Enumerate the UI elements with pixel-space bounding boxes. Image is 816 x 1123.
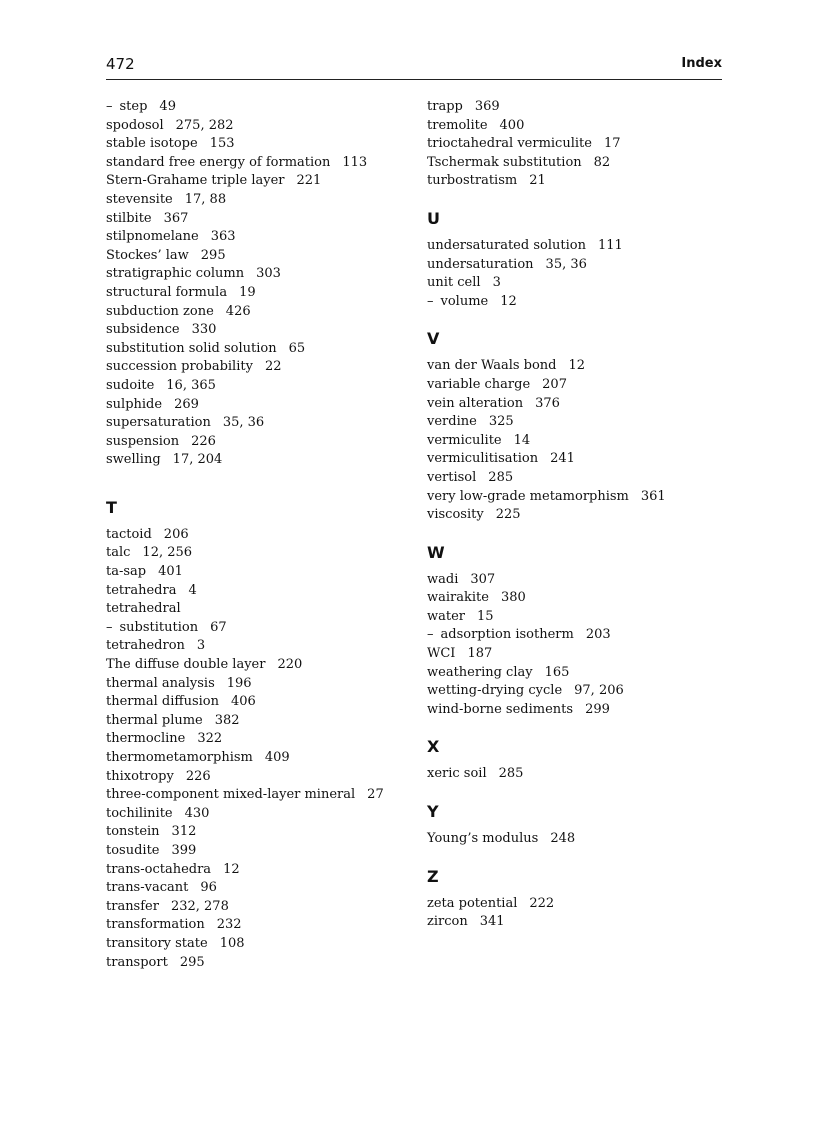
index-term: tosudite xyxy=(106,842,160,858)
index-term: stevensite xyxy=(106,191,173,207)
index-pages: 19 xyxy=(239,284,256,300)
index-pages: 35, 36 xyxy=(545,256,587,272)
index-pages: 21 xyxy=(529,173,546,189)
index-entry xyxy=(106,135,406,154)
index-term: step xyxy=(119,99,148,114)
index-term: sudoite xyxy=(106,377,155,393)
index-term: Stockes’ law xyxy=(106,247,189,263)
index-entry xyxy=(427,469,723,488)
index-entry xyxy=(106,582,406,601)
index-entry xyxy=(106,823,406,842)
index-pages: 49 xyxy=(159,99,176,114)
index-pages: 367 xyxy=(163,210,189,226)
index-term: thermal diffusion xyxy=(106,694,219,710)
index-entry xyxy=(427,589,723,608)
index-term: undersaturation xyxy=(427,256,534,272)
index-term: swelling xyxy=(106,452,161,468)
index-pages: 275, 282 xyxy=(175,117,234,133)
index-term: The diffuse double layer xyxy=(106,657,266,673)
index-term: trans-octahedra xyxy=(106,861,212,877)
index-pages: 113 xyxy=(342,154,368,170)
index-term: talc xyxy=(106,545,131,561)
index-entry xyxy=(106,396,406,415)
index-term: wadi xyxy=(427,571,459,587)
index-term: zircon xyxy=(427,914,468,930)
index-term: tremolite xyxy=(427,117,488,133)
index-entry xyxy=(106,433,406,452)
index-entry xyxy=(106,340,406,359)
index-entry xyxy=(106,544,406,563)
index-entry xyxy=(106,451,406,470)
index-term: variable charge xyxy=(427,376,531,392)
index-entry xyxy=(106,358,406,377)
index-term: vein alteration xyxy=(427,395,524,411)
index-column-left xyxy=(106,98,406,972)
index-entry xyxy=(106,768,406,787)
index-entry xyxy=(427,274,723,293)
index-term: Young’s modulus xyxy=(427,831,539,847)
index-term: zeta potential xyxy=(427,895,518,911)
index-pages: 165 xyxy=(544,664,570,680)
index-pages: 96 xyxy=(200,880,217,896)
index-pages: 285 xyxy=(498,766,524,782)
index-term: three-component mixed-layer mineral xyxy=(106,787,356,803)
index-entry xyxy=(106,693,406,712)
index-term: thermal analysis xyxy=(106,675,215,691)
index-term: substitution solid solution xyxy=(106,340,277,356)
index-entry xyxy=(106,228,406,247)
index-term: Tschermak substitution xyxy=(427,154,582,170)
index-pages: 312 xyxy=(171,824,197,840)
index-term: suspension xyxy=(106,433,180,449)
index-entry xyxy=(427,913,723,932)
index-entry xyxy=(427,450,723,469)
index-entry xyxy=(106,172,406,191)
entry-group xyxy=(427,571,723,720)
index-entry xyxy=(106,414,406,433)
index-term: subsidence xyxy=(106,322,180,338)
index-pages: 248 xyxy=(550,831,576,847)
index-entry xyxy=(106,842,406,861)
index-entry xyxy=(106,861,406,880)
index-entry xyxy=(427,376,723,395)
index-pages: 65 xyxy=(288,340,306,356)
index-pages: 222 xyxy=(529,895,555,911)
index-pages: 232, 278 xyxy=(170,898,229,914)
index-pages: 400 xyxy=(499,117,525,133)
index-entry xyxy=(106,247,406,266)
index-term: adsorption isotherm xyxy=(440,627,574,643)
index-pages: 35, 36 xyxy=(222,415,265,431)
entry-group xyxy=(427,830,723,849)
index-term: turbostratism xyxy=(427,173,518,189)
index-pages: 12, 256 xyxy=(142,545,193,561)
index-subentry xyxy=(427,293,723,312)
index-term: tetrahedron xyxy=(106,638,185,654)
index-entry xyxy=(106,303,406,322)
section-letter-v: V xyxy=(427,329,440,349)
entry-group xyxy=(427,237,723,311)
index-pages: 221 xyxy=(296,173,322,189)
section-letter-y: Y xyxy=(427,802,439,822)
index-pages: 232 xyxy=(216,917,242,933)
section-letter-z: Z xyxy=(427,866,439,886)
entry-group xyxy=(427,765,723,784)
entry-group xyxy=(427,895,723,932)
index-entry xyxy=(427,432,723,451)
index-entry xyxy=(427,506,723,525)
index-term: subduction zone xyxy=(106,303,214,319)
index-pages: 27 xyxy=(367,787,384,803)
index-entry xyxy=(427,154,723,173)
index-term: viscosity xyxy=(427,507,484,523)
index-term: succession probability xyxy=(106,359,253,375)
index-term: water xyxy=(427,608,466,624)
index-term: ta-sap xyxy=(106,564,147,580)
index-pages: 426 xyxy=(225,303,251,319)
index-pages: 226 xyxy=(191,433,216,449)
index-entry xyxy=(427,608,723,627)
index-pages: 303 xyxy=(256,266,281,282)
index-term: trapp xyxy=(427,99,463,114)
index-entry xyxy=(427,117,723,136)
index-pages: 376 xyxy=(535,395,560,411)
index-term: sulphide xyxy=(106,396,163,412)
index-pages: 207 xyxy=(542,376,567,392)
index-entry xyxy=(106,898,406,917)
index-term: substitution xyxy=(119,619,199,635)
index-pages: 401 xyxy=(158,564,183,580)
index-pages: 111 xyxy=(597,237,623,253)
index-entry xyxy=(106,879,406,898)
index-entry xyxy=(106,954,406,973)
index-entry xyxy=(106,637,406,656)
index-pages: 399 xyxy=(171,842,197,858)
index-entry xyxy=(427,256,723,275)
index-pages: 225 xyxy=(495,507,521,523)
index-term: tactoid xyxy=(106,526,152,542)
index-term: transport xyxy=(106,954,168,970)
index-entry xyxy=(106,191,406,210)
index-entry xyxy=(106,377,406,396)
index-pages: 108 xyxy=(219,935,245,951)
index-term: stable isotope xyxy=(106,136,198,152)
index-entry xyxy=(427,172,723,191)
index-pages: 12 xyxy=(568,358,586,374)
index-term: vermiculite xyxy=(427,432,502,448)
index-pages: 369 xyxy=(474,99,500,114)
index-term: wind-borne sediments xyxy=(427,701,574,717)
index-entry xyxy=(427,701,723,720)
index-term: weathering clay xyxy=(427,664,533,680)
index-pages: 15 xyxy=(477,608,494,624)
running-header xyxy=(106,55,722,80)
index-entry xyxy=(106,526,406,545)
index-pages: 196 xyxy=(226,675,252,691)
index-entry xyxy=(427,645,723,664)
index-term: WCI xyxy=(427,646,456,662)
index-pages: 295 xyxy=(200,247,226,263)
index-entry xyxy=(106,786,406,805)
index-entry xyxy=(427,395,723,414)
index-term: tochilinite xyxy=(106,805,173,821)
index-pages: 22 xyxy=(264,359,282,375)
index-pages: 97, 206 xyxy=(574,683,624,699)
index-pages: 382 xyxy=(214,712,240,728)
index-term: stilbite xyxy=(106,210,152,226)
index-entry xyxy=(106,563,406,582)
index-pages: 409 xyxy=(264,750,290,765)
index-entry xyxy=(427,488,723,507)
section-letter-u: U xyxy=(427,208,440,228)
index-term: wairakite xyxy=(427,590,489,606)
section-letter-x: X xyxy=(427,737,440,757)
index-entry xyxy=(106,117,406,136)
entry-group xyxy=(427,357,723,524)
index-entry xyxy=(106,805,406,824)
index-entry xyxy=(106,675,406,694)
entry-group xyxy=(427,98,723,191)
index-pages: 17, 88 xyxy=(184,191,227,207)
index-term: thixotropy xyxy=(106,768,174,784)
index-term: Stern-Grahame triple layer xyxy=(106,173,285,189)
index-pages: 16, 365 xyxy=(166,377,216,393)
index-pages: 269 xyxy=(174,396,199,412)
index-pages: 12 xyxy=(223,861,240,877)
index-term: undersaturated solution xyxy=(427,237,586,253)
index-pages: 4 xyxy=(188,582,197,598)
index-pages: 241 xyxy=(550,451,575,467)
subentry-dash: – xyxy=(106,619,113,635)
index-entry xyxy=(106,712,406,731)
index-term: supersaturation xyxy=(106,415,211,431)
index-term: transformation xyxy=(106,917,205,933)
index-term: tetrahedra xyxy=(106,582,177,598)
index-entry xyxy=(106,321,406,340)
index-entry xyxy=(106,749,406,768)
index-pages: 325 xyxy=(488,414,514,430)
index-term: thermometamorphism xyxy=(106,750,253,765)
index-term: stratigraphic column xyxy=(106,266,245,282)
index-entry xyxy=(427,571,723,590)
index-term: volume xyxy=(440,293,489,309)
index-entry xyxy=(106,935,406,954)
index-entry xyxy=(427,682,723,701)
index-pages: 12 xyxy=(500,293,517,309)
index-entry xyxy=(427,664,723,683)
index-subentry xyxy=(106,98,406,117)
running-title: Index xyxy=(681,56,722,71)
index-term: standard free energy of formation xyxy=(106,154,331,170)
index-pages: 187 xyxy=(467,646,493,662)
index-term: wetting-drying cycle xyxy=(427,683,563,699)
index-pages: 295 xyxy=(179,954,205,970)
index-term: very low-grade metamorphism xyxy=(427,488,629,504)
index-entry xyxy=(106,265,406,284)
index-pages: 361 xyxy=(640,488,666,504)
section-letter-w: W xyxy=(427,542,445,562)
index-term: xeric soil xyxy=(427,766,487,782)
entry-group xyxy=(106,98,406,470)
index-entry xyxy=(106,916,406,935)
index-entry xyxy=(106,210,406,229)
subentry-dash: – xyxy=(427,293,434,309)
index-pages: 341 xyxy=(479,914,505,930)
index-term: van der Waals bond xyxy=(427,358,557,374)
index-term: thermocline xyxy=(106,731,186,747)
index-term: trioctahedral vermiculite xyxy=(427,136,592,152)
index-pages: 380 xyxy=(500,590,526,606)
index-pages: 17, 204 xyxy=(172,452,223,468)
index-entry xyxy=(106,600,406,619)
index-term: transfer xyxy=(106,898,159,914)
index-entry xyxy=(427,135,723,154)
index-pages: 363 xyxy=(210,229,236,245)
index-term: unit cell xyxy=(427,275,481,291)
index-pages: 307 xyxy=(470,571,496,587)
index-term: spodosol xyxy=(106,117,164,133)
index-pages: 299 xyxy=(585,701,610,717)
index-entry xyxy=(427,830,723,849)
index-subentry xyxy=(106,619,406,638)
index-pages: 17 xyxy=(603,136,621,152)
index-entry xyxy=(106,154,406,173)
index-term: vermiculitisation xyxy=(427,451,539,467)
index-pages: 406 xyxy=(231,694,256,710)
index-pages: 153 xyxy=(209,136,235,152)
index-pages: 203 xyxy=(585,627,611,643)
subentry-dash: – xyxy=(106,99,113,114)
index-term: tonstein xyxy=(106,824,160,840)
index-term: structural formula xyxy=(106,284,228,300)
index-term: vertisol xyxy=(427,469,477,485)
index-entry xyxy=(427,98,723,117)
index-entry xyxy=(106,730,406,749)
section-letter-t: T xyxy=(106,497,117,517)
index-pages: 3 xyxy=(492,275,501,291)
index-pages: 14 xyxy=(513,432,531,448)
index-entry xyxy=(427,237,723,256)
index-pages: 82 xyxy=(593,154,611,170)
index-entry xyxy=(106,656,406,675)
index-entry xyxy=(427,357,723,376)
index-term: trans-vacant xyxy=(106,880,189,896)
index-pages: 220 xyxy=(277,657,303,673)
index-term: stilpnomelane xyxy=(106,229,199,245)
index-subentry xyxy=(427,626,723,645)
index-entry xyxy=(427,765,723,784)
subentry-dash: – xyxy=(427,627,434,643)
index-entry xyxy=(427,413,723,432)
index-pages: 3 xyxy=(196,638,206,654)
index-term: verdine xyxy=(427,414,477,430)
index-term: thermal plume xyxy=(106,712,203,728)
index-entry xyxy=(106,284,406,303)
entry-group xyxy=(106,526,406,972)
index-pages: 285 xyxy=(488,469,514,485)
index-term: transitory state xyxy=(106,935,208,951)
index-entry xyxy=(427,895,723,914)
index-pages: 67 xyxy=(210,619,227,635)
index-pages: 322 xyxy=(197,731,223,747)
index-pages: 226 xyxy=(185,768,211,784)
page-number: 472 xyxy=(106,55,135,73)
index-pages: 330 xyxy=(191,322,217,338)
index-pages: 430 xyxy=(184,805,210,821)
index-column-right xyxy=(427,98,723,932)
index-pages: 206 xyxy=(163,526,189,542)
index-term: tetrahedral xyxy=(106,601,181,617)
